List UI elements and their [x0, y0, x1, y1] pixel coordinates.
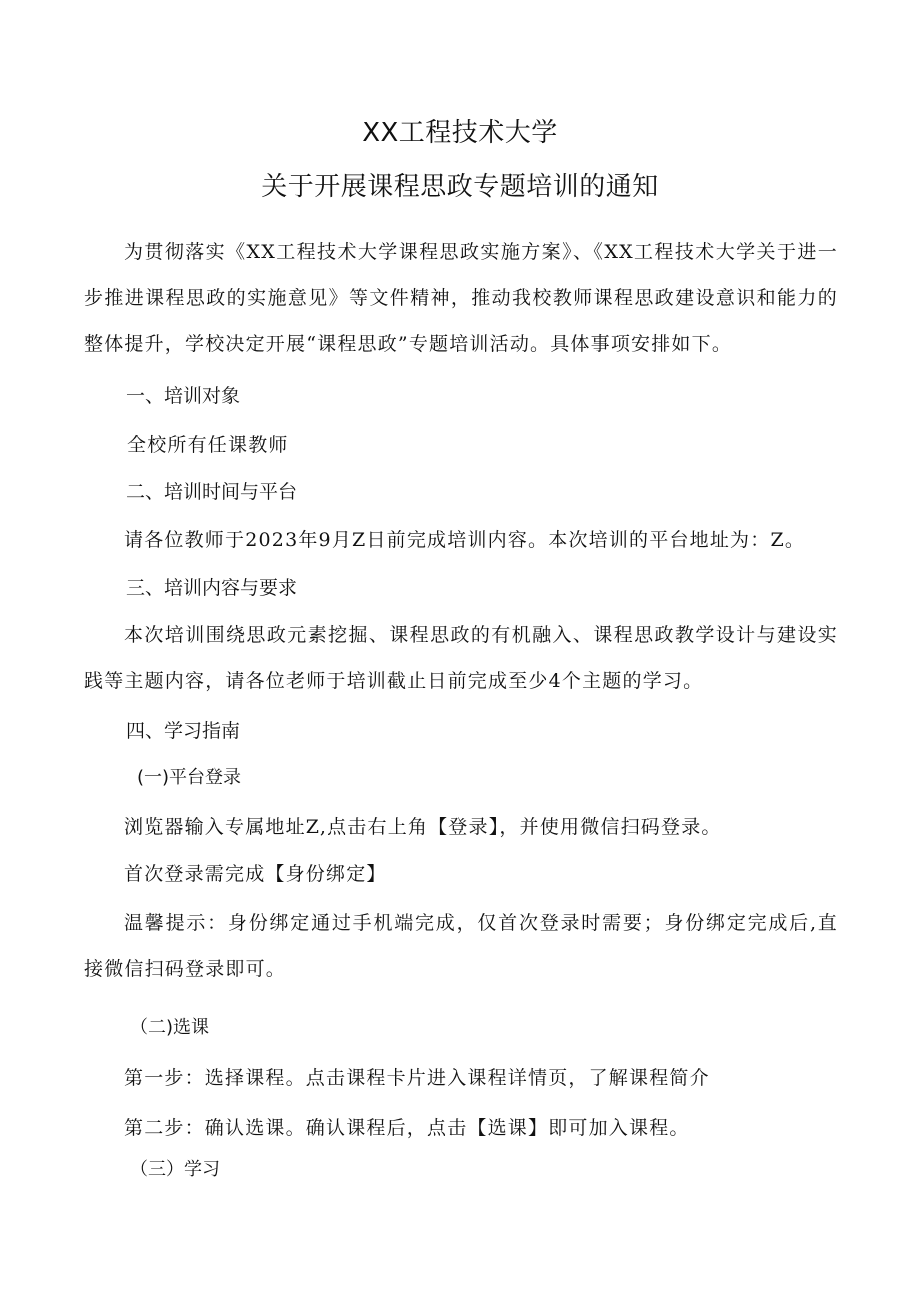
section-heading-2: 二、培训时间与平台: [126, 481, 298, 503]
document-title-line2: 关于开展课程思政专题培训的通知: [261, 172, 659, 202]
first-login-line: 首次登录需完成【身份绑定】: [124, 863, 387, 885]
course-step-1: 第一步：选择课程。点击课程卡片进入课程详情页，了解课程简介: [124, 1067, 710, 1089]
login-tip-paragraph: 温馨提示：身份绑定通过手机端完成，仅首次登录时需要；身份绑定完成后,直接微信扫码登录即可。: [84, 912, 838, 980]
document-title-line1: XX工程技术大学: [362, 118, 558, 148]
section-body-3: 本次培训围绕思政元素挖掘、课程思政的有机融入、课程思政教学设计与建设实践等主题内容，请各位老师于培训截止日前完成至少4个主题的学习。: [84, 624, 838, 692]
course-step-2: 第二步：确认选课。确认课程后，点击【选课】即可加入课程。: [124, 1117, 690, 1139]
intro-paragraph: 为贯彻落实《XX工程技术大学课程思政实施方案》、《XX工程技术大学关于进一步推进课程思政的实施意见》等文件精神，推动我校教师课程思政建设意识和能力的整体提升，学校决定开展“课程思政”专题培训活动。具体事项安排如下。: [84, 241, 838, 355]
section-body-1: 全校所有任课教师: [127, 434, 289, 456]
subsection-heading-login: (一)平台登录: [137, 767, 242, 788]
subsection-heading-course-selection: （二)选课: [130, 1017, 210, 1038]
section-heading-4: 四、学习指南: [126, 720, 241, 742]
subsection-heading-study: （三）学习: [130, 1159, 220, 1180]
login-instruction-line: 浏览器输入专属地址Z,点击右上角【登录】，并使用微信扫码登录。: [124, 816, 722, 838]
section-heading-1: 一、培训对象: [126, 385, 241, 407]
section-body-2: 请各位教师于2023年9月Z日前完成培训内容。本次培训的平台地址为：Z。: [124, 529, 806, 551]
section-heading-3: 三、培训内容与要求: [126, 577, 298, 599]
